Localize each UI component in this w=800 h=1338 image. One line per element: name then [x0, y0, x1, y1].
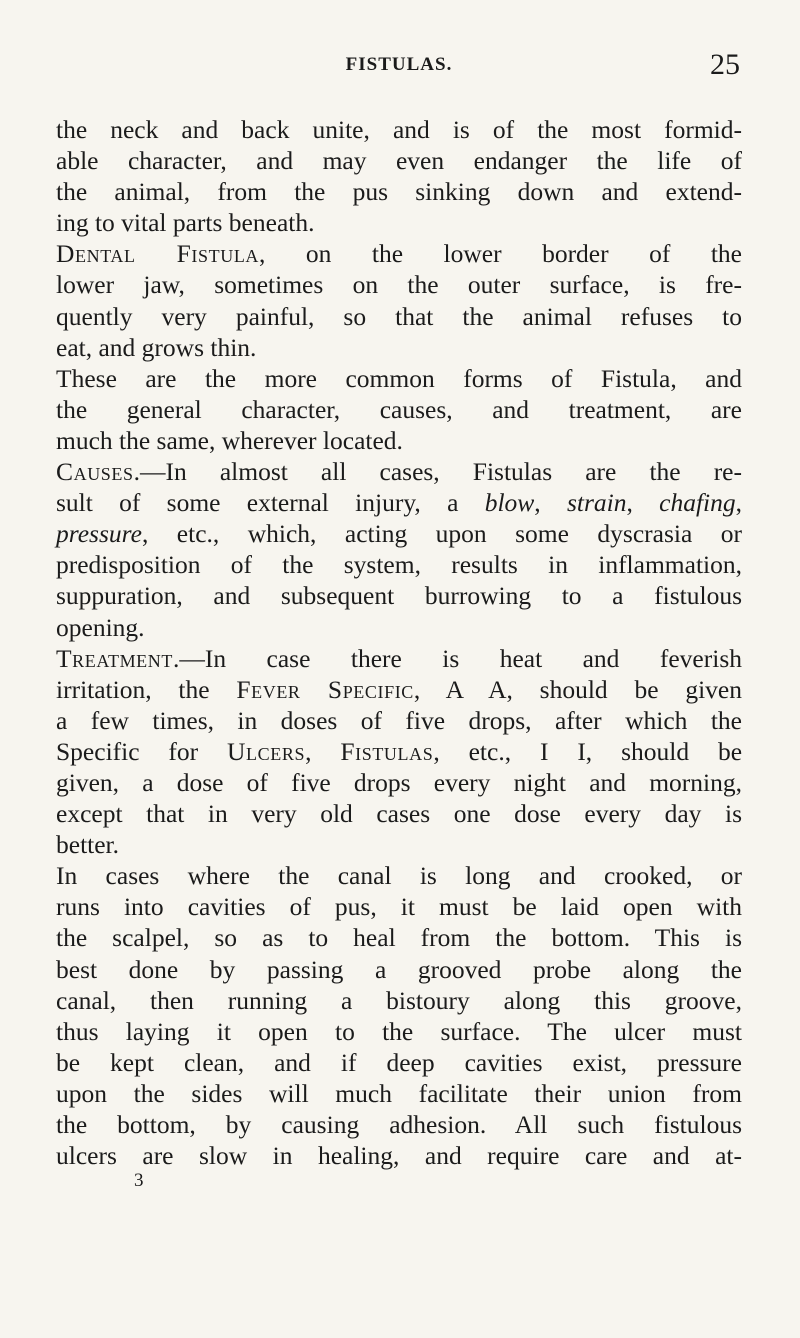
text-line: the bottom, by causing adhesion. All such fistulous [56, 1110, 742, 1139]
text-line: sult of some external injury, a blow, strain, chafing, [56, 488, 743, 518]
section-heading-treatment: Treatment [56, 643, 173, 673]
text-line: suppuration, and subsequent burrowing to a fistulous [56, 581, 742, 611]
text-line: the neck and back unite, and is of the most formid- [56, 115, 742, 144]
text-line: Causes.—In almost all cases, Fistulas are the re- [56, 457, 742, 487]
remedy-name: Ulcers [227, 736, 306, 766]
text-line: canal, then running a bistoury along this groove, [56, 985, 742, 1015]
text-line: Specific for Ulcers, Fistulas, etc., I I, should be [56, 736, 743, 766]
text-line: the general character, causes, and treatment, are [56, 394, 742, 424]
text-line: be kept clean, and if deep cavities exist, pressure [56, 1047, 742, 1077]
signature-mark: 3 [134, 1170, 144, 1192]
text-line: ing to vital parts beneath. [56, 208, 315, 238]
text-line: better. [56, 830, 120, 860]
text-line: thus laying it open to the surface. The ulcer must [56, 1016, 742, 1046]
text-line: runs into cavities of pus, it must be laid open with [56, 892, 742, 922]
italic-term: chafing [659, 488, 736, 518]
text-line: lower jaw, sometimes on the outer surface, is fre- [56, 270, 742, 300]
text-line: These are the more common forms of Fistula, and [56, 363, 742, 393]
remedy-name: Fistulas [340, 736, 434, 766]
text-line: predisposition of the system, results in inflammation, [56, 550, 742, 580]
text-line: able character, and may even endanger the life of [56, 146, 742, 176]
italic-term: pressure [56, 519, 142, 549]
text-line: a few times, in doses of five drops, after which the [56, 705, 742, 735]
section-heading-dental-fistula: Dental Fistula [56, 239, 260, 269]
body-text [56, 114, 742, 1171]
page-number: 25 [710, 48, 740, 81]
running-title: FISTULAS. [345, 54, 453, 75]
text-line: Treatment.—In case there is heat and feverish [56, 643, 742, 673]
text-line: the animal, from the pus sinking down and extend- [56, 177, 742, 207]
text-line: best done by passing a grooved probe along the [56, 954, 742, 984]
text-line: irritation, the Fever Specific, A A, should be given [56, 674, 742, 704]
text-line: the scalpel, so as to heal from the bottom. This is [56, 923, 742, 953]
text-line: upon the sides will much facilitate their union from [56, 1078, 742, 1108]
text-line: much the same, wherever located. [56, 425, 403, 455]
section-heading-causes: Causes [56, 457, 134, 487]
text-line: Dental Fistula, on the lower border of the [56, 239, 742, 269]
text-line: In cases where the canal is long and crooked, or [56, 861, 742, 891]
text-line: opening. [56, 612, 145, 642]
italic-term: strain [566, 488, 627, 518]
text-line: quently very painful, so that the animal refuses to [56, 301, 742, 331]
italic-term: blow [484, 488, 535, 518]
remedy-name: Fever Specific [236, 674, 414, 704]
text-line: pressure, etc., which, acting upon some dyscrasia or [56, 519, 742, 549]
text-line: given, a dose of five drops every night and morning, [56, 767, 742, 797]
text-line: ulcers are slow in healing, and require care and at- [56, 1141, 742, 1171]
page-header [56, 48, 742, 100]
text-line: except that in very old cases one dose every day is [56, 799, 742, 829]
text-line: eat, and grows thin. [56, 332, 257, 362]
